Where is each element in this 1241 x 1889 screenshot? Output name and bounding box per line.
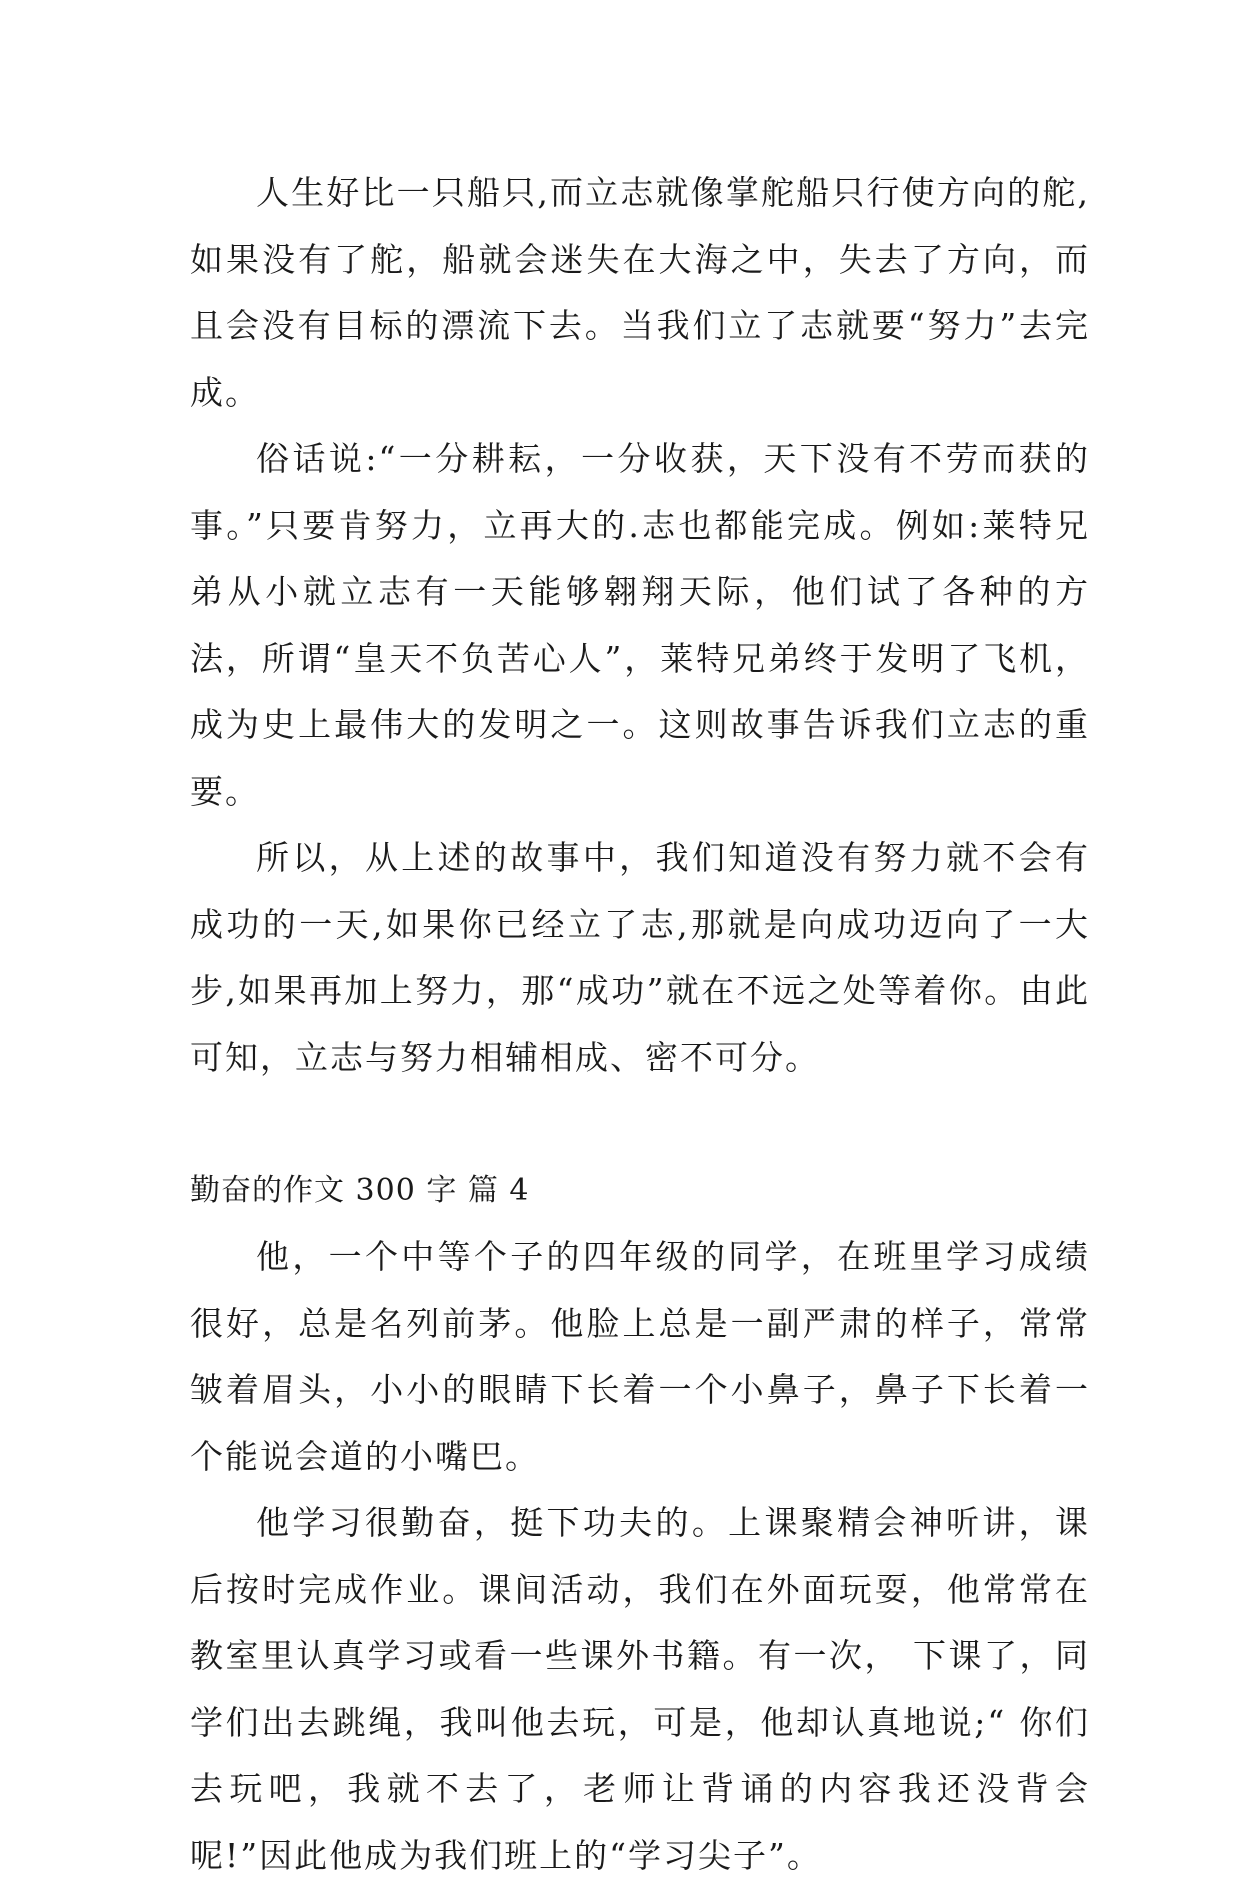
paragraph-wright-brothers: 俗话说:“一分耕耘，一分收获，天下没有不劳而获的事。”只要肯努力，立再大的.志也都能完成。例如:莱特兄弟从小就立志有一天能够翱翔天际，他们试了各种的方法，所谓“皇天不负苦心人”，莱特兄弟终于发明了飞机，成为史上最伟大的发明之一。这则故事告诉我们立志的重要。	[190, 439, 1090, 811]
paragraph-conclusion: 所以，从上述的故事中，我们知道没有努力就不会有成功的一天,如果你已经立了志,那就是向成功迈向了一大步,如果再加上努力，那“成功”就在不远之处等着你。由此可知，立志与努力相辅相成、密不可分。	[190, 838, 1090, 1077]
paragraph-sailing-metaphor: 人生好比一只船只,而立志就像掌舵船只行使方向的舵,如果没有了舵，船就会迷失在大海之中，失去了方向，而且会没有目标的漂流下去。当我们立了志就要“努力”去完成。	[190, 173, 1090, 412]
paragraph-classmate-diligence: 他学习很勤奋，挺下功夫的。上课聚精会神听讲，课后按时完成作业。课间活动，我们在外面玩耍，他常常在教室里认真学习或看一些课外书籍。有一次， 下课了，同学们出去跳绳，我叫他去玩，可是，他却认真地说;“ 你们去玩吧，我就不去了，老师让背诵的内容我还没背会呢!”因此他成为我们班上的“学习尖子”。	[190, 1503, 1090, 1875]
document-body	[190, 160, 1090, 1889]
section-spacer	[190, 1091, 1090, 1158]
paragraph-classmate-description: 他，一个中等个子的四年级的同学，在班里学习成绩很好，总是名列前茅。他脸上总是一副严肃的样子，常常皱着眉头，小小的眼睛下长着一个小鼻子，鼻子下长着一个能说会道的小嘴巴。	[190, 1237, 1090, 1476]
section-heading: 勤奋的作文 300 字 篇 4	[190, 1172, 530, 1208]
